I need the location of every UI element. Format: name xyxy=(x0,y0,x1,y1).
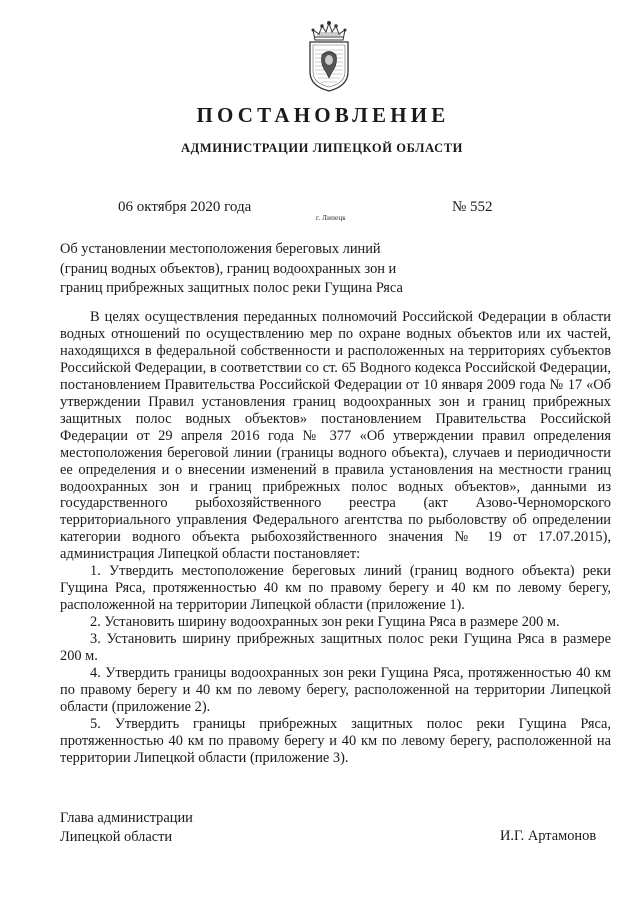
signatory-name: И.Г. Артамонов xyxy=(500,828,597,844)
signatory-position-line: Липецкой области xyxy=(60,828,173,845)
resolution-item: 5. Утвердить границы прибрежных защитных полос реки Гущина Ряса, протяженностью 40 км по правому берегу и 40 км по левому берегу, расположенной на территории Липецкой области (приложение 3). xyxy=(60,715,611,766)
document-body xyxy=(60,309,611,767)
resolution-item: 3. Установить ширину прибрежных защитных полос реки Гущина Ряса в размере 200 м. xyxy=(60,631,611,665)
resolution-item: 4. Утвердить границы водоохранных зон реки Гущина Ряса, протяженностью 40 км по правому берегу и 40 км по левому берегу, расположенной на территории Липецкой области (приложение 2). xyxy=(60,665,611,715)
signatory-position xyxy=(60,809,193,846)
signatory-position-line: Глава администрации xyxy=(60,810,193,826)
document-issuer: АДМИНИСТРАЦИИ ЛИПЕЦКОЙ ОБЛАСТИ xyxy=(181,141,463,155)
document-caption xyxy=(60,240,440,299)
resolution-item: 1. Утвердить местоположение береговых линий (границ водного объекта) реки Гущина Ряса, протяженностью 40 км по правому берегу и 40 км по левому берегу, расположенной на территории Липецкой области (приложение 1). xyxy=(60,563,611,614)
caption-line: (границ водных объектов), границ водоохранных зон и xyxy=(60,260,397,277)
caption-line: границ прибрежных защитных полос реки Гущина Ряса xyxy=(60,280,403,296)
preamble-paragraph: В целях осуществления переданных полномочий Российской Федерации в области водных отношений по осуществлению мер по охране водных объектов или их частей, находящихся в федеральной собственности и расположенных на территориях субъектов Российской Федерации, в соответствии со ст. 65 Водного кодекса Российской Федерации, постановлением Правительства Российской Федерации от 10 января 2009 года № 17 «Об утверждении Правил установления границ водоохранных зон и границ прибрежных защитных полос водных объектов» постановлением Правительства Российской Федерации от 29 апреля 2016 года № 377 «Об утверждении правил определения местоположения береговой линии (границы водного объекта), случаев и периодичности ее определения и о внесении изменений в правила установления на местности границ водоохранных зон и границ прибрежных полос водных объектов», данными из государственного рыбохозяйственного реестра (акт Азово-Черноморского территориального управления Федерального агентства по рыболовству об определении категории водного объекта рыбохозяйственного значения № 19 от 17.07.2015), администрация Липецкой области постановляет: xyxy=(60,309,611,563)
caption-line: Об установлении местоположения береговых линий xyxy=(60,241,381,257)
document-title: ПОСТАНОВЛЕНИЕ xyxy=(196,103,450,127)
document-date: 06 октября 2020 года xyxy=(118,199,252,215)
document-city: г. Липецк xyxy=(316,214,346,222)
coat-of-arms-icon xyxy=(302,20,356,92)
document-number: № 552 xyxy=(452,199,493,215)
resolution-item: 2. Установить ширину водоохранных зон реки Гущина Ряса в размере 200 м. xyxy=(90,614,560,631)
